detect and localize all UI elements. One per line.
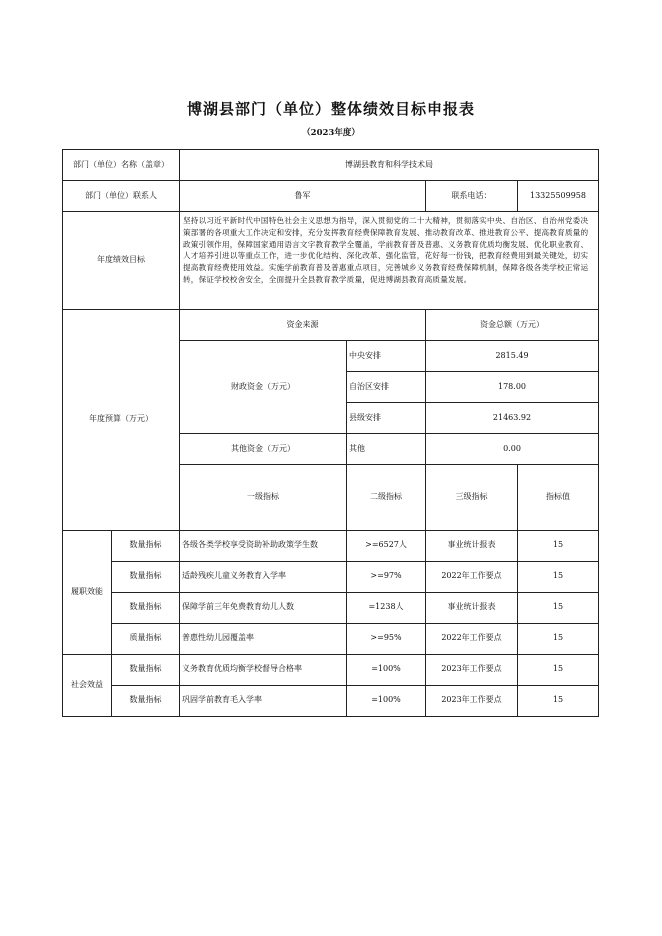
fiscal-funds-label: 财政资金（万元） [180, 341, 347, 434]
budget-source-name: 自治区安排 [347, 372, 426, 403]
level2-cell: 数量指标 [112, 592, 180, 623]
value-cell: =1238人 [347, 592, 426, 623]
phone-value: 13325509958 [518, 181, 599, 212]
level3-cell: 保障学前三年免费教育幼儿人数 [180, 592, 347, 623]
indicator-row [63, 685, 599, 716]
contact-value: 鲁军 [180, 181, 426, 212]
contact-label: 部门（单位）联系人 [63, 181, 180, 212]
indicator-row [63, 592, 599, 623]
weight-cell: 15 [518, 561, 599, 592]
weight-cell: 15 [518, 685, 599, 716]
value-cell: =100% [347, 685, 426, 716]
budget-header-row [63, 310, 599, 341]
basis-cell: 2022年工作要点 [426, 561, 518, 592]
budget-source-name: 县级安排 [347, 403, 426, 434]
dept-name-row [63, 150, 599, 181]
contact-row [63, 181, 599, 212]
level2-cell: 数量指标 [112, 530, 180, 561]
budget-source-name: 中央安排 [347, 341, 426, 372]
header-level1: 一级指标 [180, 465, 347, 531]
indicator-row [63, 561, 599, 592]
other-amount: 0.00 [426, 434, 599, 465]
weight-cell: 15 [518, 654, 599, 685]
header-level3: 三级指标 [426, 465, 518, 531]
budget-amount: 178.00 [426, 372, 599, 403]
indicator-row [63, 623, 599, 654]
level2-cell: 数量指标 [112, 685, 180, 716]
phone-label: 联系电话： [426, 181, 518, 212]
weight-cell: 15 [518, 530, 599, 561]
level2-cell: 数量指标 [112, 561, 180, 592]
year-subtitle: （2023年度） [302, 128, 360, 138]
basis-cell: 事业统计报表 [426, 530, 518, 561]
page-title: 博湖县部门（单位）整体绩效目标申报表 [186, 100, 475, 118]
total-header: 资金总额（万元） [426, 310, 599, 341]
level3-cell: 巩固学前教育毛入学率 [180, 685, 347, 716]
performance-goal-table [62, 149, 599, 717]
level3-cell: 义务教育优质均衡学校督导合格率 [180, 654, 347, 685]
basis-cell: 2023年工作要点 [426, 654, 518, 685]
dept-name-label: 部门（单位）名称（盖章） [63, 150, 180, 181]
value-cell: >=95% [347, 623, 426, 654]
indicator-row [63, 654, 599, 685]
basis-cell: 事业统计报表 [426, 592, 518, 623]
level2-cell: 质量指标 [112, 623, 180, 654]
basis-cell: 2023年工作要点 [426, 685, 518, 716]
level3-cell: 普惠性幼儿园覆盖率 [180, 623, 347, 654]
weight-cell: 15 [518, 623, 599, 654]
level2-cell: 数量指标 [112, 654, 180, 685]
source-header: 资金来源 [180, 310, 426, 341]
value-cell: =100% [347, 654, 426, 685]
level3-cell: 适龄残疾儿童义务教育入学率 [180, 561, 347, 592]
header-value: 指标值 [518, 465, 599, 531]
other-source-name: 其他 [347, 434, 426, 465]
level1-performance: 履职效能 [63, 530, 112, 654]
dept-name-value: 博湖县教育和科学技术局 [180, 150, 599, 181]
budget-label: 年度预算（万元） [63, 310, 180, 531]
indicator-row [63, 530, 599, 561]
goal-label: 年度绩效目标 [63, 212, 180, 310]
level1-social: 社会效益 [63, 654, 112, 716]
value-cell: >=97% [347, 561, 426, 592]
goal-row [63, 212, 599, 310]
weight-cell: 15 [518, 592, 599, 623]
budget-amount: 2815.49 [426, 341, 599, 372]
header-level2: 二级指标 [347, 465, 426, 531]
basis-cell: 2022年工作要点 [426, 623, 518, 654]
budget-amount: 21463.92 [426, 403, 599, 434]
value-cell: >=6527人 [347, 530, 426, 561]
level3-cell: 各级各类学校享受资助补助政策学生数 [180, 530, 347, 561]
goal-text: 坚持以习近平新时代中国特色社会主义思想为指导，深入贯彻党的二十大精神，贯彻落实中央、自治区、自治州党委决策部署的各项重大工作决定和安排，充分发挥教育经费保障教育发展、推动教育改革、推进教育公平、提高教育质量的政策引领作用，保障国家通用语言文字教育教学全覆盖，学前教育普及普惠、义务教育优质均衡发展、优化职业教育、人才培养引进以等重点工作，进一步优化结构、深化改革、强化监管，花好每一份钱，把教育经费用到最关键处，切实提高教育经费使用效益。实施学前教育普及普惠重点项目，完善城乡义务教育经费保障机制，保障各级各类学校正常运转，保证学校校舍安全，全面提升全县教育教学质量，促进博湖县教育高质量发展。 [180, 212, 599, 310]
other-funds-label: 其他资金（万元） [180, 434, 347, 465]
